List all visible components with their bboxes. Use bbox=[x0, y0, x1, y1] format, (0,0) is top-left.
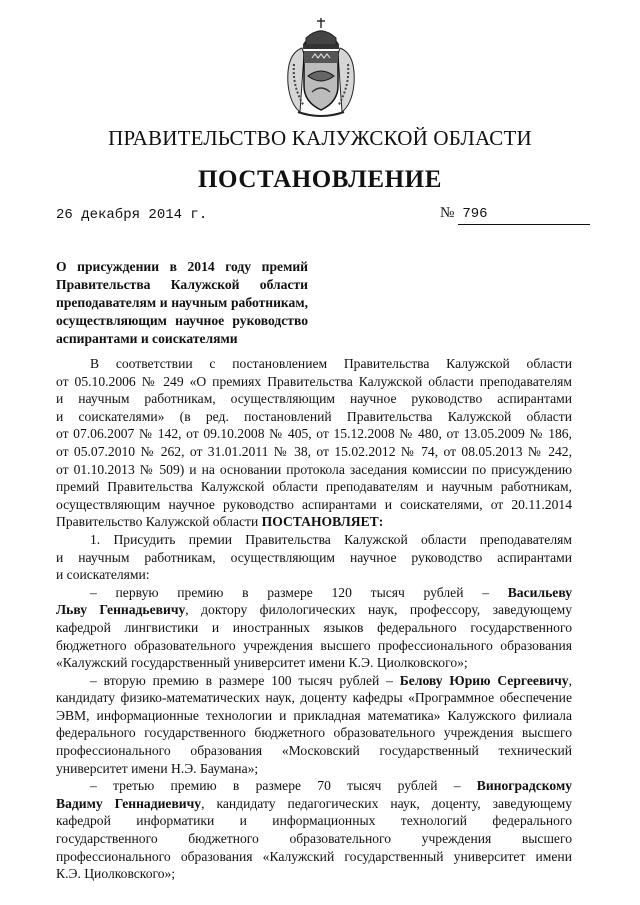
document-number bbox=[440, 205, 590, 222]
body-line: К.Э. Циолковского»; bbox=[56, 866, 176, 882]
laureate-name: Васильеву bbox=[507, 584, 572, 600]
body-line: и соискателями: bbox=[56, 567, 150, 583]
body-line: от 05.07.2010 № 262, от 31.01.2011 № 38, от 15.02.2012 № 74, от 08.05.2013 № 242, bbox=[56, 443, 572, 459]
laureate-name: Льву Геннадьевичу bbox=[56, 602, 186, 618]
body-line: бюджетного образовательного учреждения высшего профессионального образования bbox=[56, 637, 572, 653]
body-text: – первую премию в размере 120 тысяч рублей – bbox=[90, 584, 508, 600]
body-line: федерального государственного бюджетного образовательного учреждения высшего bbox=[56, 725, 572, 741]
subject-line: осуществляющим научное руководство bbox=[56, 313, 308, 328]
body-line: 1. Присудить премии Правительства Калужской области преподавателям bbox=[90, 531, 572, 547]
subject-line: О присуждении в 2014 году премий bbox=[56, 259, 308, 274]
body-line: профессионального образования «Калужский государственный университет имени bbox=[56, 848, 572, 864]
body-line: от 07.06.2007 № 142, от 09.10.2008 № 405, от 15.12.2008 № 480, от 13.05.2009 № 186, bbox=[56, 426, 572, 442]
body-text: – третью премию в размере 70 тысяч рублей – bbox=[90, 778, 477, 794]
document-type-title: ПОСТАНОВЛЕНИЕ bbox=[197, 166, 443, 193]
body-text: , доктору филологических наук, профессору, заведующему bbox=[185, 602, 572, 618]
number-sign: № bbox=[440, 205, 455, 221]
body-line bbox=[56, 672, 572, 690]
document-date: 26 декабря 2014 г. bbox=[56, 207, 208, 223]
laureate-name: Вадиму Геннадиевичу bbox=[56, 795, 202, 811]
body-line: и научным работникам, осуществляющим научное руководство аспирантами bbox=[56, 549, 572, 565]
body-line: университет имени Н.Э. Баумана»; bbox=[56, 760, 259, 776]
laureate-name: Виноградскому bbox=[476, 778, 572, 794]
subject-line: преподавателям и научным работникам, bbox=[56, 295, 308, 310]
subject-line: Правительства Калужской области bbox=[56, 277, 308, 292]
body-line: осуществляющим научное руководство аспирантами и соискателями, от 20.11.2014 bbox=[56, 496, 572, 512]
body-line: и научным работникам, осуществляющим научное руководство аспирантами bbox=[56, 391, 572, 407]
body-line bbox=[56, 513, 572, 531]
document-body bbox=[56, 355, 572, 883]
document-subject bbox=[56, 258, 308, 348]
body-text: Правительство Калужской области bbox=[56, 514, 262, 530]
subject-line: аспирантами и соискателями bbox=[56, 331, 238, 346]
body-line: ЭВМ, информационные технологии и прикладная математика» Калужского филиала bbox=[56, 707, 572, 723]
body-line: государственного бюджетного образовательного учреждения высшего bbox=[56, 831, 572, 847]
body-line bbox=[56, 601, 572, 619]
coat-of-arms-icon bbox=[282, 14, 360, 122]
body-line: кандидату физико-математических наук, доценту кафедры «Программное обеспечение bbox=[56, 690, 572, 706]
body-line bbox=[56, 795, 572, 813]
body-line: «Калужский государственный университет имени К.Э. Циолковского»; bbox=[56, 655, 468, 671]
number-value: 796 bbox=[462, 206, 488, 222]
body-text: , bbox=[568, 672, 573, 688]
body-line: В соответствии с постановлением Правительства Калужской области bbox=[90, 356, 572, 371]
body-text: – вторую премию в размере 100 тысяч рублей – bbox=[90, 672, 400, 688]
body-text: , кандидату педагогических наук, доценту, заведующему bbox=[201, 795, 572, 811]
body-line: премий Правительства Калужской области преподавателям и научным работникам, bbox=[56, 479, 572, 495]
laureate-name: Белову Юрию Сергеевичу bbox=[399, 672, 569, 688]
number-underline bbox=[458, 224, 590, 225]
body-line: профессионального образования «Московский государственный технический bbox=[56, 743, 572, 759]
body-line bbox=[56, 777, 572, 795]
body-line: от 05.10.2006 № 249 «О премиях Правительства Калужской области преподавателям bbox=[56, 373, 572, 389]
government-title: ПРАВИТЕЛЬСТВО КАЛУЖСКОЙ ОБЛАСТИ bbox=[108, 126, 532, 150]
decree-keyword: ПОСТАНОВЛЯЕТ: bbox=[261, 514, 384, 530]
body-line: от 01.10.2013 № 509) и на основании протокола заседания комиссии по присуждению bbox=[56, 461, 572, 477]
body-line bbox=[56, 584, 572, 602]
body-line: кафедрой информатики и информационных технологий федерального bbox=[56, 813, 572, 829]
body-line: и соискателями» (в ред. постановлений Правительства Калужской области bbox=[56, 408, 572, 424]
body-line: кафедрой лингвистики и иностранных языков федерального государственного bbox=[56, 619, 572, 635]
